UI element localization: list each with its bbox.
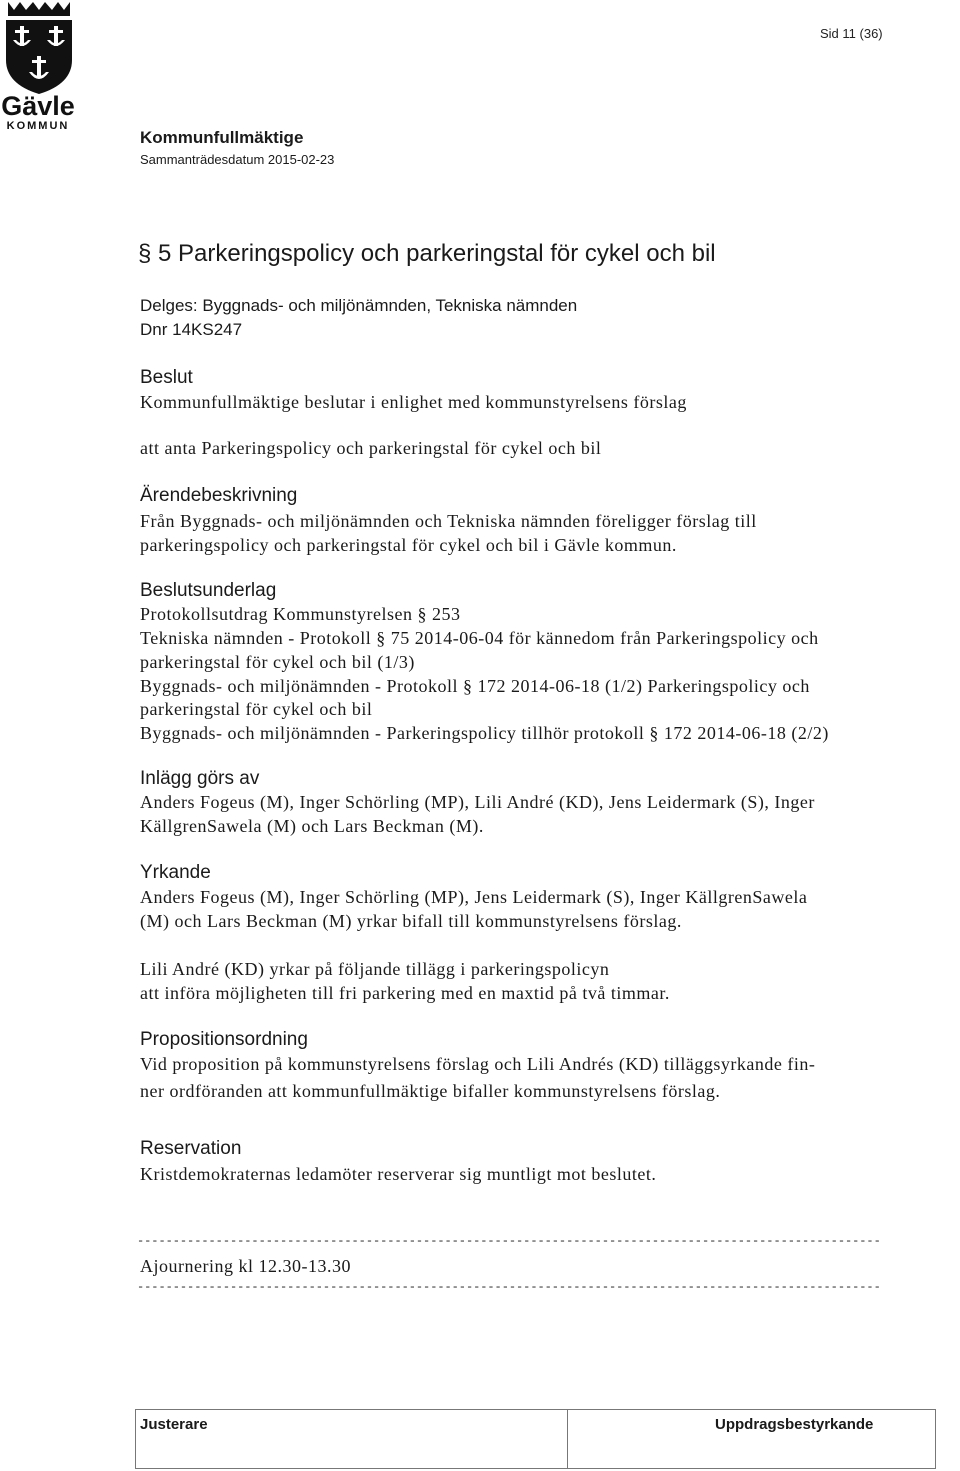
signature-divider [567, 1409, 568, 1469]
inlagg-heading: Inlägg görs av [140, 768, 260, 789]
reservation-text: Kristdemokraternas ledamöter reserverar sig muntligt mot beslutet. [140, 1164, 657, 1184]
yrkande-heading: Yrkande [140, 862, 211, 883]
beslut-heading: Beslut [140, 367, 193, 388]
inlagg-line: Anders Fogeus (M), Inger Schörling (MP), Lili André (KD), Jens Leidermark (S), Inger [140, 792, 815, 812]
beslutsunderlag-line: parkeringstal för cykel och bil [140, 699, 373, 719]
beslutsunderlag-line: Byggnads- och miljönämnden - Protokoll § 172 2014-06-18 (1/2) Parkeringspolicy och [140, 676, 810, 696]
arendebeskrivning-line: parkeringspolicy och parkeringstal för cykel och bil i Gävle kommun. [140, 535, 677, 555]
separator-line: -------------------------------------------------------------------------------------------------------- [137, 1234, 881, 1248]
reservation-heading: Reservation [140, 1138, 242, 1159]
beslutsunderlag-line: Byggnads- och miljönämnden - Parkeringspolicy tillhör protokoll § 172 2014-06-18 (2/2) [140, 723, 829, 743]
beslutsunderlag-line: parkeringstal för cykel och bil (1/3) [140, 652, 415, 672]
yrkande-line: Lili André (KD) yrkar på följande tillägg i parkeringspolicyn [140, 959, 610, 979]
beslutsunderlag-line: Tekniska nämnden - Protokoll § 75 2014-06-04 för kännedom från Parkeringspolicy och [140, 628, 819, 648]
meeting-body: Kommunfullmäktige [140, 128, 304, 147]
beslutsunderlag-heading: Beslutsunderlag [140, 580, 277, 601]
paragraph-sign-icon: § [138, 240, 152, 267]
inlagg-line: KällgrenSawela (M) och Lars Beckman (M). [140, 816, 484, 836]
meeting-date: Sammanträdesdatum 2015-02-23 [140, 152, 335, 167]
arendebeskrivning-heading: Ärendebeskrivning [140, 485, 298, 506]
ajournering-text: Ajournering kl 12.30-13.30 [140, 1256, 351, 1276]
yrkande-line: (M) och Lars Beckman (M) yrkar bifall till kommunstyrelsens förslag. [140, 911, 682, 931]
case-number: Dnr 14KS247 [140, 320, 243, 339]
propositionsordning-heading: Propositionsordning [140, 1029, 308, 1050]
arendebeskrivning-line: Från Byggnads- och miljönämnden och Tekniska nämnden föreligger förslag till [140, 511, 757, 531]
crown-shield-icon [0, 0, 78, 96]
beslut-text: Kommunfullmäktige beslutar i enlighet med kommunstyrelsens förslag [140, 392, 687, 412]
page-number: Sid 11 (36) [820, 26, 883, 41]
yrkande-line: att införa möjligheten till fri parkering med en maxtid på två timmar. [140, 983, 670, 1003]
distribution-line: Delges: Byggnads- och miljönämnden, Tekniska nämnden [140, 296, 578, 315]
uppdragsbestyrkande-label: Uppdragsbestyrkande [715, 1416, 874, 1433]
separator-line: -------------------------------------------------------------------------------------------------------- [137, 1280, 881, 1294]
logo-text: Gävle [1, 91, 75, 121]
propositionsordning-line: ner ordföranden att kommunfullmäktige bifaller kommunstyrelsens förslag. [140, 1081, 721, 1101]
page-title [138, 240, 716, 268]
beslutsunderlag-line: Protokollsutdrag Kommunstyrelsen § 253 [140, 604, 461, 624]
beslut-att: att anta Parkeringspolicy och parkeringstal för cykel och bil [140, 438, 602, 458]
yrkande-line: Anders Fogeus (M), Inger Schörling (MP), Jens Leidermark (S), Inger KällgrenSawela [140, 887, 808, 907]
justerare-label: Justerare [140, 1416, 208, 1433]
propositionsordning-line: Vid proposition på kommunstyrelsens förslag och Lili Andrés (KD) tilläggsyrkande fin- [140, 1054, 816, 1074]
case-title-text: 5 Parkeringspolicy och parkeringstal för cykel och bil [158, 240, 716, 267]
logo-subtext: KOMMUN [6, 120, 70, 132]
